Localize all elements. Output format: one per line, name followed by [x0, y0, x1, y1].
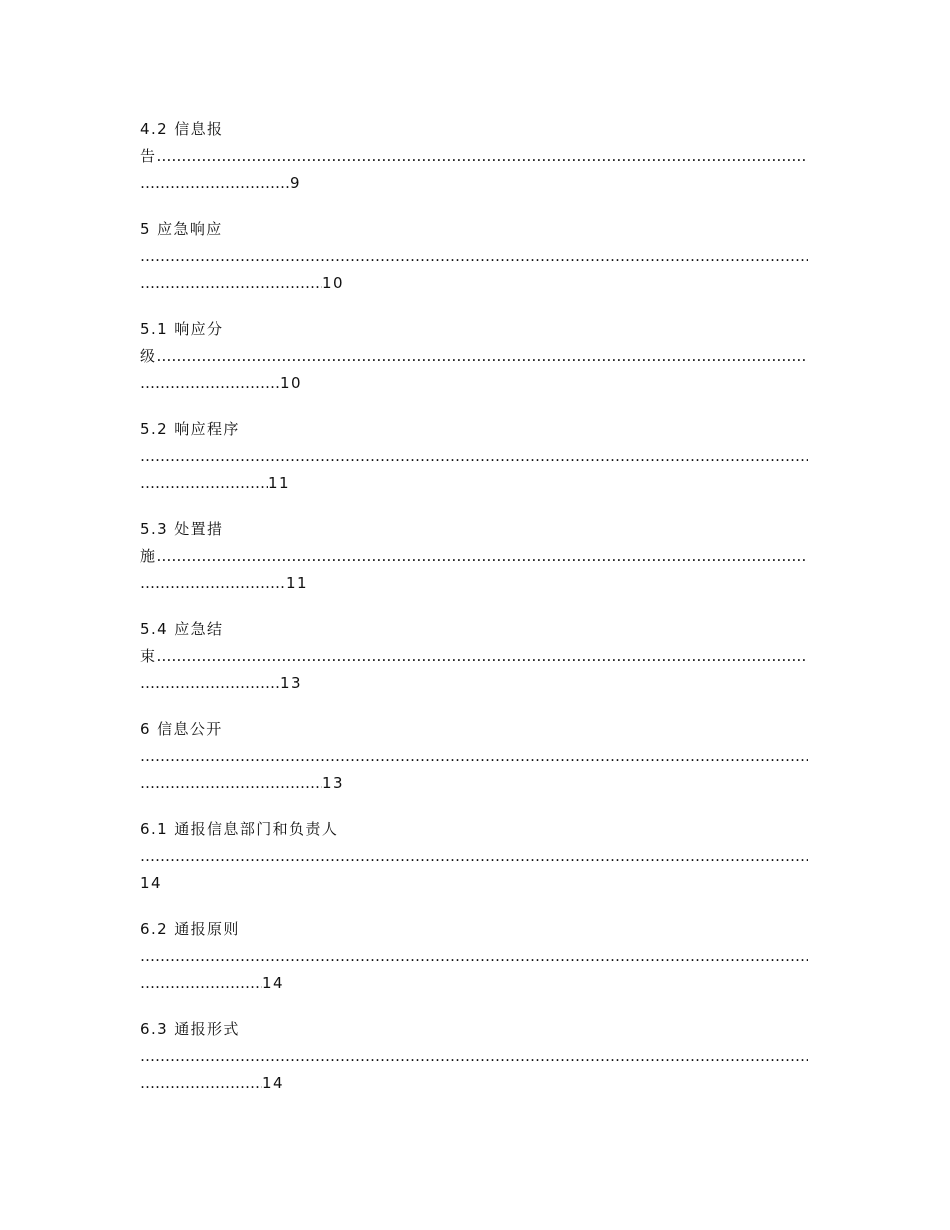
toc-leader-line [140, 146, 808, 166]
toc-leader [156, 346, 808, 366]
toc-page-line [140, 473, 290, 493]
toc-leader [140, 246, 808, 266]
toc-leader-line [140, 346, 808, 366]
toc-page-number: 14 [140, 874, 162, 892]
toc-leader [140, 173, 290, 193]
toc-entry[interactable] [140, 817, 808, 917]
toc-leader-line [140, 846, 808, 866]
toc-heading: 5.3 处置措 [140, 520, 224, 538]
toc-heading: 5.2 响应程序 [140, 420, 240, 438]
toc-leader [140, 673, 280, 693]
toc-page-line [140, 173, 301, 193]
toc-leader-line [140, 546, 808, 566]
toc-entry[interactable] [140, 417, 808, 517]
toc-page-line [140, 573, 308, 593]
toc-entry[interactable] [140, 917, 808, 1017]
toc-page-line [140, 773, 344, 793]
toc-leader [140, 473, 268, 493]
toc-entry[interactable] [140, 617, 808, 717]
toc-leader [156, 146, 808, 166]
toc-page-line [140, 1073, 284, 1093]
toc-page-number: 14 [262, 974, 284, 992]
toc-entry[interactable] [140, 217, 808, 317]
toc-page-number: 11 [286, 574, 308, 592]
toc-heading-continuation: 施 [140, 547, 157, 565]
toc-leader [140, 1073, 262, 1093]
toc-heading: 6.2 通报原则 [140, 920, 240, 938]
toc-leader-line [140, 446, 808, 466]
toc-leader [140, 846, 808, 866]
toc-entry[interactable] [140, 717, 808, 817]
toc-entry[interactable] [140, 317, 808, 417]
toc-leader [140, 1046, 808, 1066]
toc-page-number: 14 [262, 1074, 284, 1092]
toc-page-number: 11 [268, 474, 290, 492]
toc-heading: 4.2 信息报 [140, 120, 224, 138]
toc-heading-continuation: 告 [140, 147, 157, 165]
toc-page-line [140, 373, 302, 393]
toc-leader [140, 446, 808, 466]
toc-page-number: 9 [290, 174, 301, 192]
toc-leader [140, 373, 280, 393]
toc-page-number: 10 [280, 374, 302, 392]
table-of-contents [140, 117, 808, 1117]
toc-entry[interactable] [140, 517, 808, 617]
toc-leader [140, 946, 808, 966]
toc-leader-line [140, 746, 808, 766]
toc-heading-continuation: 级 [140, 347, 157, 365]
toc-heading: 6.3 通报形式 [140, 1020, 240, 1038]
toc-page-line [140, 873, 162, 893]
toc-leader [140, 273, 322, 293]
toc-leader-line [140, 946, 808, 966]
toc-leader [140, 573, 286, 593]
toc-page-line [140, 973, 284, 993]
toc-entry[interactable] [140, 1017, 808, 1117]
toc-page-line [140, 273, 344, 293]
toc-heading: 5.4 应急结 [140, 620, 224, 638]
toc-page-number: 10 [322, 274, 344, 292]
toc-entry[interactable] [140, 117, 808, 217]
toc-heading: 5 应急响应 [140, 220, 223, 238]
toc-heading: 6 信息公开 [140, 720, 223, 738]
toc-page-number: 13 [322, 774, 344, 792]
toc-leader-line [140, 246, 808, 266]
toc-leader [156, 546, 808, 566]
toc-leader [156, 646, 808, 666]
toc-leader-line [140, 1046, 808, 1066]
toc-heading: 6.1 通报信息部门和负责人 [140, 820, 339, 838]
toc-heading: 5.1 响应分 [140, 320, 224, 338]
toc-leader-line [140, 646, 808, 666]
toc-leader [140, 746, 808, 766]
toc-leader [140, 973, 262, 993]
toc-page-line [140, 673, 302, 693]
toc-heading-continuation: 束 [140, 647, 157, 665]
toc-leader [140, 773, 322, 793]
toc-page-number: 13 [280, 674, 302, 692]
